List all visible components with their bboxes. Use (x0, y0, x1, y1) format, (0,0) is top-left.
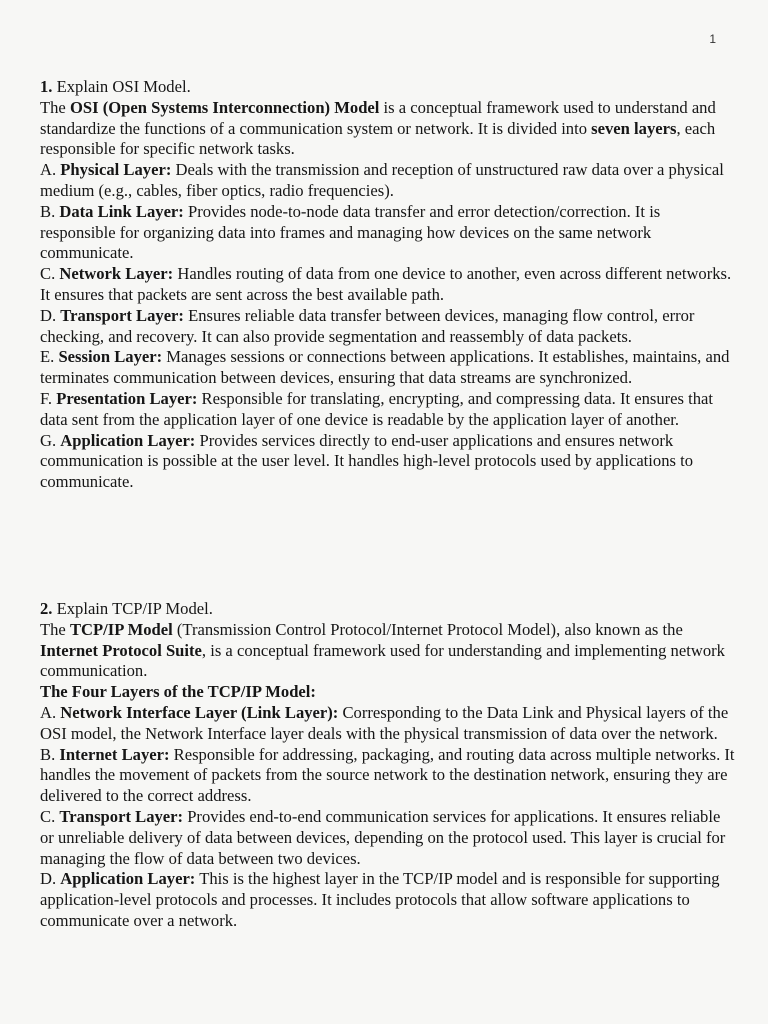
layer-name: Session Layer: (58, 347, 163, 367)
tcpip-intro-text-1: The (40, 619, 70, 639)
osi-layer-f (40, 389, 738, 431)
osi-layer-a (40, 160, 738, 202)
layer-description: Responsible for addressing, packaging, and routing data across multiple networks. It handles the movement of packets from the source network to the destination network, ensuring they are delivered to the correct address. (40, 744, 735, 806)
osi-layer-e (40, 347, 738, 389)
osi-layer-b (40, 202, 738, 264)
layer-description: Provides end-to-end communication services for applications. It ensures reliable or unreliable delivery of data between devices, depending on the protocol used. This layer is crucial for managing the flow of data between two devices. (40, 806, 726, 868)
layer-name: Presentation Layer: (56, 388, 198, 408)
layer-name: Network Layer: (59, 264, 174, 284)
osi-intro (40, 98, 738, 160)
osi-section (40, 77, 738, 493)
tcpip-layer-c (40, 807, 738, 869)
layer-name: Physical Layer: (60, 160, 172, 180)
page-number: 1 (709, 32, 716, 46)
tcpip-intro-bold-1: TCP/IP Model (69, 619, 173, 639)
osi-heading-number: 1. (40, 77, 53, 96)
tcpip-intro-text-2: (Transmission Control Protocol/Internet Protocol Model), also known as the (172, 619, 683, 639)
tcpip-heading-text: Explain TCP/IP Model. (52, 599, 213, 618)
layer-name: Internet Layer: (59, 744, 170, 764)
layer-letter: A. (40, 702, 61, 722)
layer-letter: E. (40, 347, 59, 367)
layer-description: Provides node-to-node data transfer and error detection/correction. It is responsible for organizing data into frames and managing how devices on the same network communicate. (40, 201, 661, 263)
osi-intro-bold-1: OSI (Open Systems Interconnection) Model (69, 97, 380, 117)
tcpip-layer-d (40, 869, 738, 931)
osi-heading-text: Explain OSI Model. (52, 77, 191, 96)
osi-intro-text-1: The (40, 97, 70, 117)
layer-letter: D. (40, 305, 61, 325)
layer-description: Corresponding to the Data Link and Physical layers of the OSI model, the Network Interface layer deals with the physical transmission of data over the network. (40, 702, 729, 743)
tcpip-layer-b (40, 745, 738, 807)
layer-description: Deals with the transmission and reception of unstructured raw data over a physical medium (e.g., cables, fiber optics, radio frequencies). (40, 160, 724, 200)
osi-layer-g (40, 431, 738, 493)
osi-heading (40, 77, 738, 98)
layer-name: Network Interface Layer (Link Layer): (60, 702, 339, 722)
layer-letter: B. (40, 201, 60, 221)
layer-letter: A. (40, 160, 61, 180)
tcpip-intro (40, 620, 738, 682)
tcpip-heading (40, 599, 738, 620)
tcpip-subheading-text: The Four Layers of the TCP/IP Model: (40, 682, 316, 702)
layer-description: This is the highest layer in the TCP/IP model and is responsible for supporting application-level protocols and processes. It includes protocols that allow software applications to communicate over a network. (40, 869, 720, 930)
osi-intro-bold-2: seven layers (591, 118, 677, 138)
layer-name: Transport Layer: (60, 305, 184, 325)
tcpip-section (40, 599, 738, 932)
tcpip-subheading (40, 682, 738, 703)
tcpip-layer-a (40, 703, 738, 745)
layer-letter: C. (40, 806, 60, 826)
layer-description: Manages sessions or connections between applications. It establishes, maintains, and terminates communication between devices, ensuring that data streams are synchronized. (40, 347, 730, 388)
layer-name: Application Layer: (60, 869, 196, 889)
layer-letter: G. (40, 430, 61, 450)
layer-name: Data Link Layer: (59, 201, 184, 221)
layer-description: Ensures reliable data transfer between devices, managing flow control, error checking, and recovery. It can also provide segmentation and reassembly of data packets. (40, 305, 695, 346)
osi-layer-c (40, 264, 738, 306)
layer-name: Application Layer: (60, 430, 196, 450)
osi-layer-d (40, 306, 738, 348)
osi-intro-text-2: is a conceptual framework used to understand and standardize the functions of a communication system or network. It is divided into (40, 97, 716, 138)
osi-intro-text-3: , each responsible for specific network tasks. (40, 118, 716, 159)
tcpip-intro-bold-2: Internet Protocol Suite (40, 640, 202, 660)
layer-letter: C. (40, 264, 60, 284)
tcpip-intro-text-3: , is a conceptual framework used for understanding and implementing network communication. (40, 640, 725, 681)
layer-description: Handles routing of data from one device to another, even across different networks. It ensures that packets are sent across the best available path. (40, 264, 732, 304)
layer-description: Provides services directly to end-user applications and ensures network communication is possible at the user level. It handles high-level protocols used by applications to communicate. (40, 430, 694, 492)
layer-name: Transport Layer: (59, 806, 184, 826)
layer-description: Responsible for translating, encrypting, and compressing data. It ensures that data sent from the application layer of one device is readable by the application layer of another. (40, 388, 714, 429)
tcpip-heading-number: 2. (40, 599, 53, 618)
layer-letter: B. (40, 744, 60, 764)
layer-letter: F. (40, 388, 57, 408)
layer-letter: D. (40, 869, 61, 889)
